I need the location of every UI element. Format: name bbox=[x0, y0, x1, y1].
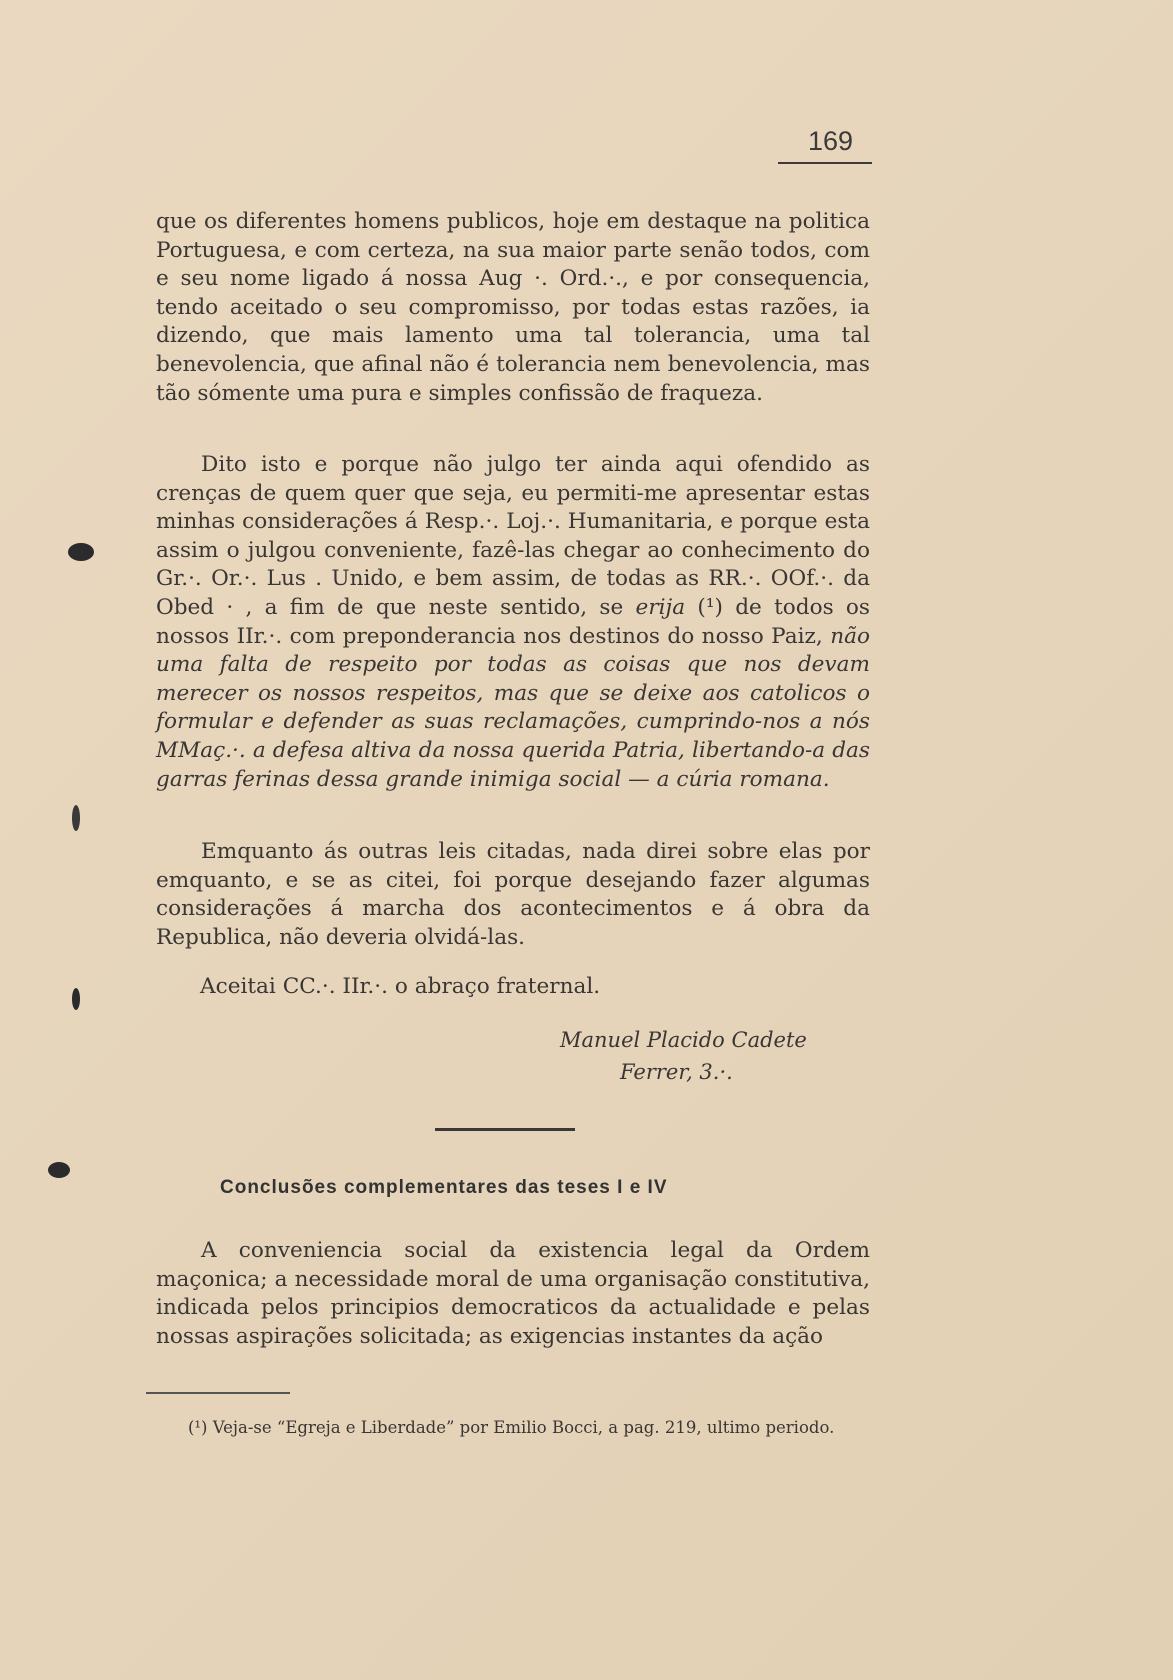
paragraph-2 bbox=[156, 451, 870, 794]
paragraph-2-mid: de todos os nossos IIr.·. com preponderancia nos destinos do nosso Paiz, bbox=[156, 594, 871, 649]
closing-salutation: Aceitai CC.·. IIr.·. o abraço fraternal. bbox=[200, 974, 601, 999]
page-number-underline bbox=[778, 162, 872, 164]
section-separator bbox=[435, 1128, 575, 1131]
section-paragraph: A conveniencia social da existencia legal da Ordem maçonica; a necessidade moral de uma organisação constitutiva, indicada pelos principios democraticos da actualidade e pelas nossas aspirações solicitada; as exigencias instantes da ação bbox=[156, 1238, 870, 1349]
paragraph-1: que os diferentes homens publicos, hoje em destaque na politica Portuguesa, e com certeza, na sua maior parte senão todos, com e seu nome ligado á nossa Aug ·. Ord.·., e por consequencia, tendo aceitado o seu compromisso, por todas estas razões, ia dizendo, que mais lamento uma tal tolerancia, uma tal benevolencia, que afinal não é tolerancia nem benevolencia, mas tão sómente uma pura e simples confissão de fraqueza. bbox=[156, 209, 870, 406]
binding-hole-2 bbox=[72, 805, 80, 831]
paragraph-2-erija: erija bbox=[635, 594, 686, 620]
binding-hole-3 bbox=[72, 988, 80, 1010]
binding-hole-1 bbox=[68, 543, 94, 561]
footnote-reference: (¹) bbox=[697, 594, 723, 620]
signature-name: Manuel Placido Cadete bbox=[560, 1028, 807, 1052]
page-number: 169 bbox=[808, 126, 854, 156]
section-heading: Conclusões complementares das teses I e IV bbox=[220, 1177, 668, 1198]
binding-hole-4 bbox=[48, 1162, 70, 1178]
paragraph-2-italic: não uma falta de respeito por todas as coisas que nos devam merecer os nossos respeitos, mas que se deixe aos catolicos o formular e defender as suas reclamações, cumprindo-nos a nós MMaç.·. a defesa altiva da nossa querida Patria, libertando-a das garras ferinas dessa grande inimiga social — a cúria romana. bbox=[156, 623, 870, 792]
paragraph-3: Emquanto ás outras leis citadas, nada direi sobre elas por emquanto, e se as citei, foi porque desejando fazer algumas considerações á marcha dos acontecimentos e á obra da Republica, não deveria olvidá-las. bbox=[156, 839, 870, 950]
footnote-rule bbox=[146, 1392, 290, 1394]
paragraph-2-lead: Dito isto e porque não julgo ter ainda aqui ofendido as crenças de quem quer que seja, eu permiti-me apresentar estas minhas considerações á Resp.·. Loj.·. Humanitaria, e porque esta assim o julgou conveniente, fazê-las chegar ao conhecimento do Gr.·. Or.·. Lus . Unido, e bem assim, de todas as RR.·. OOf.·. da Obed · , a fim de que neste sentido, se bbox=[156, 452, 870, 620]
footnote: (¹) Veja-se “Egreja e Liberdade” por Emilio Bocci, a pag. 219, ultimo periodo. bbox=[188, 1418, 835, 1437]
signature-name-line-2: Ferrer, 3.·. bbox=[620, 1060, 733, 1084]
